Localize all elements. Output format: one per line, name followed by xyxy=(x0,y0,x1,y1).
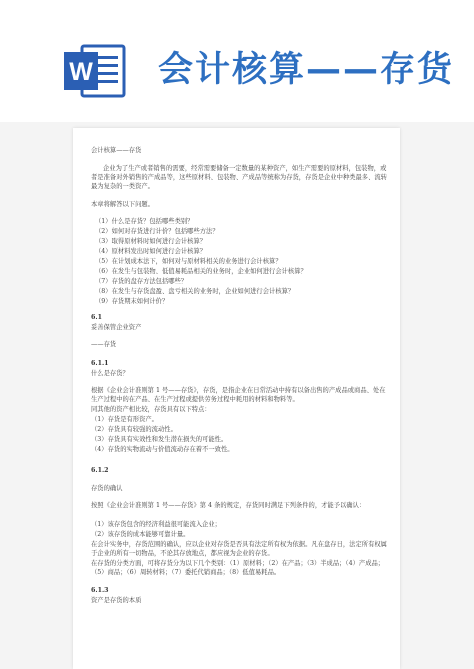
section-6-1-title: 妥善保管企业资产 xyxy=(91,324,142,331)
question-item: （5）在计划成本法下，如何对与原材料相关的业务进行会计核算？ xyxy=(95,258,282,265)
question-item: （7）存货的盘存方法包括哪些？ xyxy=(95,278,188,285)
question-item: （8）在发生与存货盘盈、盘亏相关的业务时，企业如何进行会计核算？ xyxy=(95,288,295,295)
question-item: （3）取得原材料时如何进行会计核算？ xyxy=(95,238,207,245)
feature-item: （1）存货是有形资产。 xyxy=(91,416,158,423)
feature-item: （3）存货具有实效性和发生潜在损失的可能性。 xyxy=(91,436,228,443)
document-page xyxy=(73,128,400,669)
section-6-1-3-number: 6.1.3 xyxy=(91,587,109,594)
classification-paragraph: 在存货的分类方面，可将存货分为以下几个类别：（1）原材料；（2）在产品；（3）半成品；（4）产成品；（5）商品；（6）周转材料；（7）委托代销商品；（8）低值易耗品。 xyxy=(91,560,385,577)
intro-paragraph: 企业为了生产或者销售的需要，经常需要储备一定数量的某种资产，如生产需要的原材料，包装物，或者是准备对外销售的产成品等，这些原材料、包装物、产成品等统称为存货，存货是企业中种类最多、流转最为复杂的一类资产。 xyxy=(91,165,387,191)
lead-text: 本章将解答以下问题。 xyxy=(91,201,154,208)
section-6-1-2-number: 6.1.2 xyxy=(91,467,109,474)
section-6-1-number: 6.1 xyxy=(91,314,102,321)
condition-item: （1）该存货包含的经济利益很可能流入企业； xyxy=(91,521,221,528)
question-item: （9）存货期末如何计价？ xyxy=(95,298,169,305)
svg-text:W: W xyxy=(69,58,93,86)
feature-item: （2）存货具有较强的流动性。 xyxy=(91,426,177,433)
document-banner xyxy=(0,0,474,125)
scope-paragraph: 在会计实务中，存货范围的确认，应以企业对存货是否具有法定所有权为依据。凡在盘存日，法定所有权属于企业的所有一切物品，不论其存放地点，都应视为企业的存货。 xyxy=(91,541,387,558)
feature-item: （4）存货的实物流动与价值流动存在着不一致性。 xyxy=(91,446,234,453)
question-item: （4）原材料发出时如何进行会计核算？ xyxy=(95,248,207,255)
recognition-paragraph: 按照《企业会计准则第 1 号——存货》第 4 条的规定，存货同时满足下列条件的，才能予以确认： xyxy=(91,502,366,509)
banner-title: 会计核算——存货 xyxy=(158,50,455,90)
features-lead: 同其他的资产相比较，存货具有以下特点： xyxy=(91,406,211,413)
doc-header: 会计核算——存货 xyxy=(91,147,142,154)
question-item: （6）在发生与包装物、低值易耗品相关的业务时，企业如何进行会计核算？ xyxy=(95,268,307,275)
section-6-1-1-number: 6.1.1 xyxy=(91,360,109,367)
section-6-1-1-title: 什么是存货？ xyxy=(91,370,129,377)
word-document-icon xyxy=(62,40,128,102)
question-item: （2）如何对存货进行计价？包括哪些方法？ xyxy=(95,228,219,235)
section-6-1-3-title: 资产是存货的本质 xyxy=(91,597,142,604)
condition-item: （2）该存货的成本能够可靠计量。 xyxy=(91,531,190,538)
section-6-1-subtitle: ——存货 xyxy=(91,341,117,348)
section-6-1-2-title: 存货的确认 xyxy=(91,485,123,492)
definition-paragraph: 根据《企业会计准则第 1 号——存货》，存货，是指企业在日常活动中持有以备出售的产成品或商品、处在生产过程中的在产品、在生产过程或提供劳务过程中耗用的材料和物料等。 xyxy=(91,387,386,404)
question-item: （1）什么是存货？包括哪些类别？ xyxy=(95,218,194,225)
